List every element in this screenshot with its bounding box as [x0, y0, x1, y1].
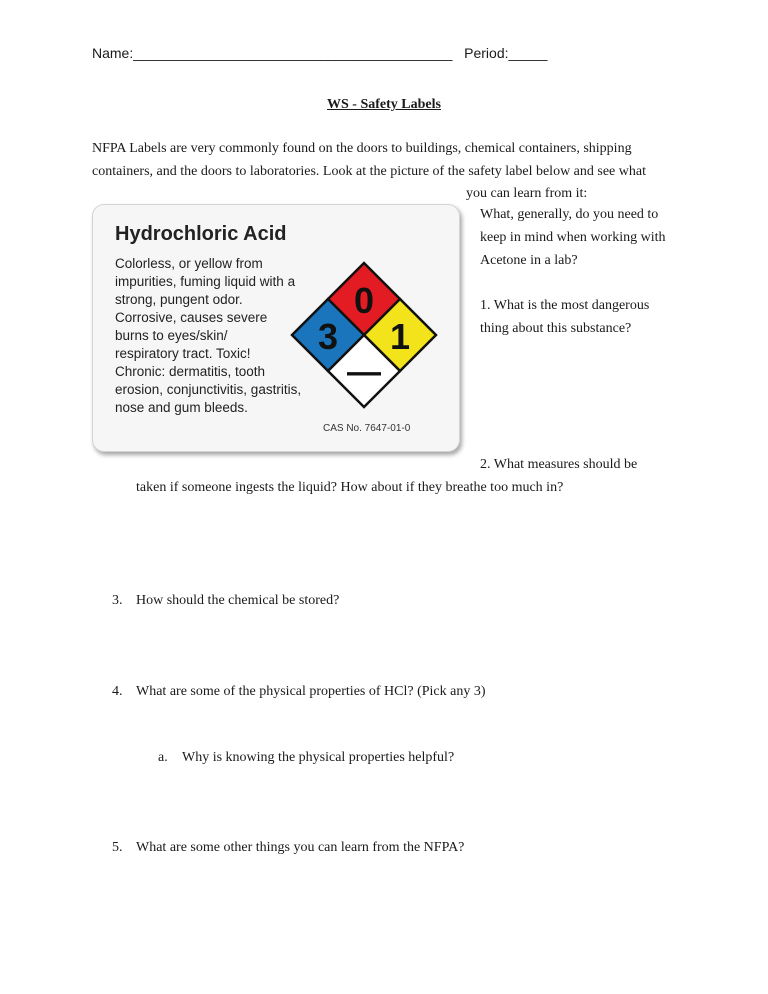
question-4a	[158, 746, 454, 769]
intro-line-3: you can learn from it:	[466, 186, 588, 201]
general-question	[480, 203, 720, 272]
label-description-line: erosion, conjunctivitis, gastritis,	[115, 382, 302, 397]
question-1-line: 1. What is the most dangerous	[480, 298, 650, 313]
label-description-line: impurities, fuming liquid with a	[115, 274, 296, 289]
question-1-line: thing about this substance?	[480, 321, 632, 336]
cas-number: CAS No. 7647-01-0	[323, 423, 411, 434]
label-description-line: burns to eyes/skin/	[115, 328, 228, 343]
question-text: What are some other things you can learn from the NFPA?	[136, 840, 465, 855]
question-text: What are some of the physical properties of HCl? (Pick any 3)	[136, 684, 486, 699]
label-description-line: Corrosive, causes severe	[115, 310, 268, 325]
question-number: 5.	[112, 840, 123, 855]
general-question-line: What, generally, do you need to	[480, 207, 659, 222]
general-question-line: keep in mind when working with	[480, 230, 666, 245]
question-number: 4.	[112, 684, 123, 699]
name-period-line: Name:_________________________________________ Period:_____	[92, 45, 548, 61]
question-text: Why is knowing the physical properties helpful?	[182, 750, 455, 765]
intro-line-1: NFPA Labels are very commonly found on the doors to buildings, chemical containers, shipping	[92, 141, 632, 156]
question-1	[480, 294, 720, 340]
intro-line-2: containers, and the doors to laboratories. Look at the picture of the safety label below and see what	[92, 164, 646, 179]
question-3	[112, 589, 339, 612]
label-description-line: Colorless, or yellow from	[115, 256, 263, 271]
question-2-line-1: 2. What measures should be	[480, 457, 638, 472]
label-description-line: Chronic: dermatitis, tooth	[115, 364, 266, 379]
general-question-line: Acetone in a lab?	[480, 253, 578, 268]
nfpa-diamond-icon	[289, 261, 439, 411]
health-rating: 3	[317, 316, 339, 357]
hydrochloric-acid-safety-label	[92, 204, 460, 452]
label-chemical-name: Hydrochloric Acid	[115, 223, 287, 245]
label-description-line: nose and gum bleeds.	[115, 400, 248, 415]
flammability-rating: 0	[353, 280, 375, 321]
question-5	[112, 836, 464, 859]
special-hazard-symbol: —	[347, 353, 381, 391]
page-title: WS - Safety Labels	[327, 97, 441, 112]
label-description-line: strong, pungent odor.	[115, 292, 243, 307]
instability-rating: 1	[389, 316, 411, 357]
question-2-line-2: taken if someone ingests the liquid? How about if they breathe too much in?	[136, 480, 564, 495]
question-number: a.	[158, 750, 168, 765]
question-number: 3.	[112, 593, 123, 608]
question-text: How should the chemical be stored?	[136, 593, 340, 608]
question-4	[112, 680, 486, 703]
label-description-line: respiratory tract. Toxic!	[115, 346, 251, 361]
